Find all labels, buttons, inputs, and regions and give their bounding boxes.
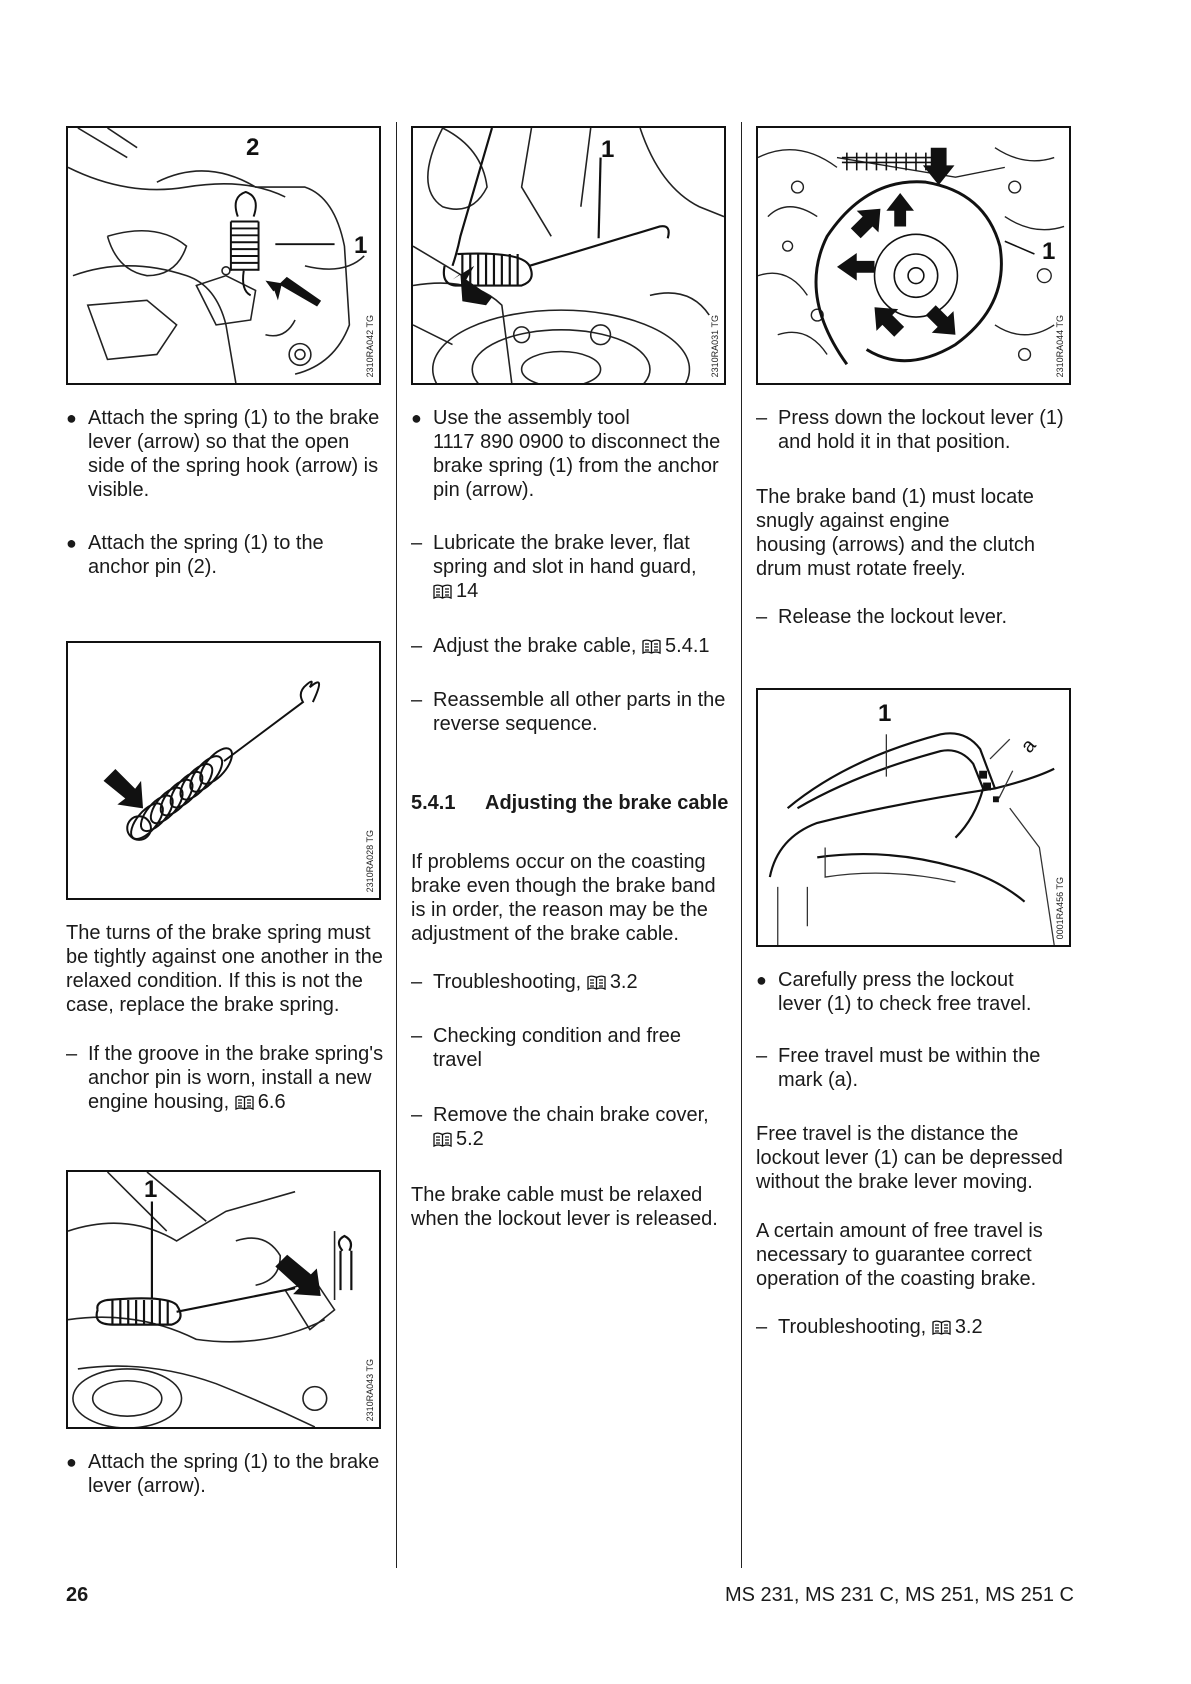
brake-band-illustration [758, 128, 1069, 383]
dash-icon: – [411, 1025, 423, 1047]
instruction-adjust-cable [411, 634, 731, 658]
bullet-icon: ● [66, 533, 77, 553]
instruction-text [778, 1315, 1081, 1339]
instruction-attach-spring-anchor [66, 531, 386, 579]
instruction-groove-worn [66, 1042, 386, 1114]
instruction-text-main: If the groove in the brake spring's anchor pin is worn, install a new engine housing, [88, 1043, 384, 1113]
paragraph-free-travel-necessary: A certain amount of free travel is necessary to guarantee correct operation of the coasting brake. [756, 1220, 1043, 1290]
reference-number: 3.2 [954, 1316, 983, 1338]
bullet-icon: ● [66, 1452, 77, 1472]
dash-icon: – [66, 1043, 78, 1065]
callout-1: 1 [354, 232, 368, 259]
instruction-text [433, 531, 731, 603]
instruction-text: Attach the spring (1) to the anchor pin (2). [88, 532, 324, 578]
callout-a: a [1016, 734, 1041, 758]
figure-code: 2310RA044 TG [1055, 314, 1065, 377]
instruction-text-main: Adjust the brake cable, [433, 635, 637, 657]
dash-icon: – [411, 1104, 423, 1126]
brake-spring-illustration [68, 643, 379, 898]
instruction-press-lockout [756, 406, 1081, 454]
instruction-release-lockout [756, 605, 1081, 629]
book-reference-icon [587, 975, 606, 990]
figure-code: 2310RA043 TG [365, 1358, 375, 1421]
dash-icon: – [756, 606, 768, 628]
instruction-reassemble [411, 688, 731, 736]
reference-number: 5.2 [456, 1128, 484, 1150]
instruction-text: Checking condition and free travel [433, 1025, 681, 1071]
callout-1: 1 [144, 1176, 158, 1203]
dash-icon: – [411, 689, 423, 711]
dash-icon: – [756, 407, 768, 429]
reference-number: 14 [456, 580, 479, 602]
instruction-text [88, 1042, 386, 1114]
callout-1: 1 [878, 700, 892, 727]
bullet-icon: ● [756, 970, 767, 990]
instruction-text: Use the assembly tool 1117 890 0900 to disconnect the brake spring (1) from the anchor pin (arrow). [433, 407, 721, 501]
instruction-text: Free travel must be within the mark (a). [778, 1045, 1041, 1091]
dash-icon: – [411, 635, 423, 657]
instruction-text-main: Troubleshooting, [433, 971, 582, 993]
callout-2: 2 [246, 134, 260, 161]
instruction-text [433, 970, 731, 994]
paragraph-problems: If problems occur on the coasting brake even though the brake band is in order, the reason may be the adjustment of the brake cable. [411, 851, 716, 945]
paragraph-free-travel-definition: Free travel is the distance the lockout lever (1) can be depressed without the brake lever moving. [756, 1123, 1063, 1193]
spring-attach-illustration [68, 128, 379, 383]
instruction-check-condition [411, 1024, 731, 1072]
figure-brake-spring [66, 641, 381, 900]
instruction-text: Release the lockout lever. [778, 606, 1008, 628]
figure-spring-attach-lever [66, 126, 381, 385]
paragraph-spring-turns: The turns of the brake spring must be tightly against one another in the relaxed condition. If this is not the case, replace the brake spring. [66, 922, 383, 1016]
instruction-attach-spring-lever [66, 406, 386, 502]
figure-code: 0001RA456 TG [1055, 876, 1065, 939]
dash-icon: – [756, 1045, 768, 1067]
instruction-use-assembly-tool [411, 406, 731, 502]
book-reference-icon [932, 1320, 951, 1335]
figure-code: 2310RA031 TG [710, 314, 720, 377]
figure-spring-lever-view [66, 1170, 381, 1429]
figure-brake-band [756, 126, 1071, 385]
callout-1: 1 [601, 136, 615, 163]
instruction-text: Carefully press the lockout lever (1) to check free travel. [778, 969, 1032, 1015]
instruction-text-main: Troubleshooting, [778, 1316, 927, 1338]
figure-lockout-lever [756, 688, 1071, 947]
instruction-remove-cover [411, 1103, 731, 1151]
section-heading [411, 791, 741, 815]
bullet-icon: ● [66, 408, 77, 428]
instruction-troubleshooting-2 [756, 1315, 1081, 1339]
book-reference-icon [235, 1095, 254, 1110]
book-reference-icon [642, 639, 661, 654]
paragraph-cable-relaxed: The brake cable must be relaxed when the lockout lever is released. [411, 1184, 718, 1230]
instruction-text [433, 634, 731, 658]
spring-lever-illustration [68, 1172, 379, 1427]
section-number: 5.4.1 [411, 792, 456, 814]
book-reference-icon [433, 584, 452, 599]
reference-number: 5.4.1 [665, 635, 710, 657]
figure-code: 2310RA028 TG [365, 829, 375, 892]
bullet-icon: ● [411, 408, 422, 428]
model-list: MS 231, MS 231 C, MS 251, MS 251 C [724, 1584, 1074, 1606]
instruction-text: Attach the spring (1) to the brake lever (arrow). [88, 1451, 380, 1497]
instruction-text: Reassemble all other parts in the reverse sequence. [433, 689, 726, 735]
assembly-tool-illustration [413, 128, 724, 383]
book-reference-icon [433, 1132, 452, 1147]
instruction-text [433, 1103, 731, 1151]
instruction-troubleshooting [411, 970, 731, 994]
instruction-free-travel-mark [756, 1044, 1081, 1092]
dash-icon: – [411, 971, 423, 993]
instruction-text: Press down the lockout lever (1) and hold it in that position. [778, 407, 1064, 453]
column-rule-left [396, 122, 397, 1568]
reference-number: 3.2 [609, 971, 638, 993]
callout-1: 1 [1042, 238, 1056, 265]
figure-assembly-tool [411, 126, 726, 385]
instruction-attach-spring-brake-lever [66, 1450, 386, 1498]
section-title: Adjusting the brake cable [485, 792, 729, 814]
instruction-text-main: Lubricate the brake lever, flat spring and slot in hand guard, [433, 532, 697, 578]
instruction-text-main: Remove the chain brake cover, [433, 1104, 709, 1126]
instruction-text: Attach the spring (1) to the brake lever (arrow) so that the open side of the spring hook (arrow) is visible. [88, 407, 380, 501]
dash-icon: – [756, 1316, 768, 1338]
dash-icon: – [411, 532, 423, 554]
reference-number: 6.6 [257, 1091, 286, 1113]
instruction-check-free-travel [756, 968, 1081, 1016]
figure-code: 2310RA042 TG [365, 314, 375, 377]
column-rule-right [741, 122, 742, 1568]
instruction-lubricate [411, 531, 731, 603]
lockout-lever-illustration [758, 690, 1069, 945]
page-number: 26 [66, 1584, 89, 1606]
paragraph-brake-band: The brake band (1) must locate snugly against engine housing (arrows) and the clutch drum must rotate freely. [756, 486, 1036, 580]
